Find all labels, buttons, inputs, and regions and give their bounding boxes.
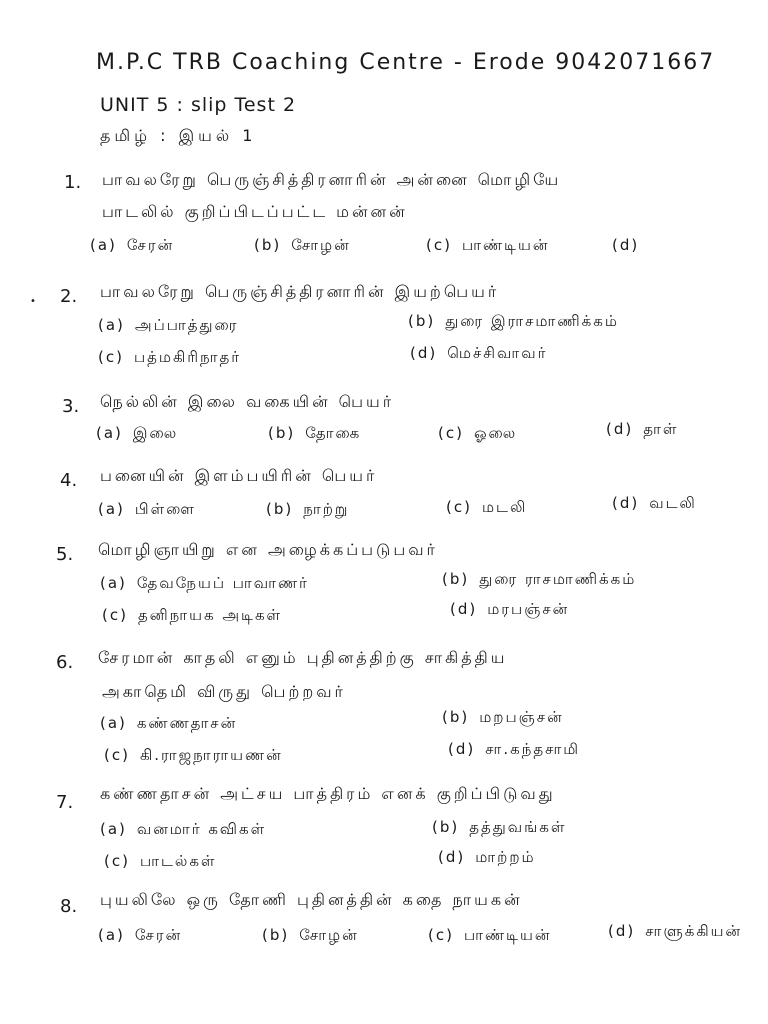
question-text: பனையின் இளம்பயிரின் பெயர் [100, 466, 378, 485]
option-d: (d) [612, 236, 640, 254]
question-text: நெல்லின் இலை வகையின் பெயர் [100, 392, 395, 411]
question-text: பாடலில் குறிப்பிடப்பட்ட மன்னன் [102, 202, 408, 221]
page-title: M.P.C TRB Coaching Centre - Erode 9042071667 [96, 50, 716, 75]
option-a: (a) இலை [96, 424, 179, 442]
option-a: (a) சேரன் [90, 236, 175, 254]
question-number: 4. [60, 470, 78, 491]
question-text: பாவலரேறு பெருஞ்சித்திரனாரின் இயற்பெயர் [100, 282, 500, 301]
question-number: 6. [56, 652, 74, 673]
option-c: (c) தனிநாயக அடிகள் [102, 606, 283, 624]
subject-label: தமிழ் : இயல் 1 [100, 126, 257, 145]
question-number: 1. [64, 172, 82, 193]
question-number: 2. [60, 286, 78, 307]
option-a: (a) தேவநேயப் பாவாணர் [100, 574, 309, 592]
option-b: (b) தத்துவங்கள் [432, 818, 567, 836]
question-number: 7. [56, 792, 74, 813]
option-b: (b) துரை ராசமாணிக்கம் [442, 570, 637, 588]
question-text: கண்ணதாசன் அட்சய பாத்திரம் எனக் குறிப்பிடுவது [100, 784, 556, 803]
option-d: (d) சா.கந்தசாமி [448, 740, 581, 758]
option-c: (c) பத்மகிரிநாதர் [98, 348, 242, 366]
option-a: (a) கண்ணதாசன் [100, 714, 238, 732]
option-c: (c) பாண்டியன் [428, 926, 552, 944]
option-d: (d) மெச்சிவாவர் [410, 344, 548, 362]
question-number: 3. [62, 396, 80, 417]
option-b: (b) மறபஞ்சன் [442, 708, 564, 726]
unit-label: UNIT 5 : slip Test 2 [100, 94, 297, 116]
option-b: (b) துரை இராசமாணிக்கம் [408, 312, 619, 330]
question-text: மொழிஞாயிறு என அழைக்கப்படுபவர் [98, 540, 438, 559]
option-c: (c) மடலி [446, 498, 528, 516]
option-d: (d) சாளுக்கியன் [608, 922, 743, 940]
option-a: (a) சேரன் [98, 926, 183, 944]
option-c: (c) பாடல்கள் [104, 852, 217, 870]
question-number: 5. [56, 544, 74, 565]
question-text: சேரமான் காதலி எனும் புதினத்திற்கு சாகித்திய [98, 648, 508, 667]
option-c: (c) பாண்டியன் [426, 236, 550, 254]
question-text: பாவலரேறு பெருஞ்சித்திரனாரின் அன்னை மொழியே [102, 170, 562, 189]
option-d: (d) மாற்றம் [438, 848, 536, 866]
option-b: (b) தோகை [268, 424, 362, 442]
option-d: (d) தாள் [606, 420, 679, 438]
question-text: அகாதெமி விருது பெற்றவர் [102, 682, 346, 701]
question-text: புயலிலே ஒரு தோணி புதினத்தின் கதை நாயகன் [100, 890, 523, 909]
stray-mark: • [30, 296, 36, 307]
question-number: 8. [60, 896, 78, 917]
option-b: (b) சோழன் [262, 926, 359, 944]
option-c: (c) கி.ராஜநாராயணன் [104, 746, 283, 764]
option-d: (d) மரபஞ்சன் [450, 600, 570, 618]
option-b: (b) சோழன் [254, 236, 351, 254]
option-a: (a) பிள்ளை [98, 500, 196, 518]
option-b: (b) நாற்று [266, 500, 350, 518]
option-d: (d) வடலி [612, 494, 697, 512]
option-a: (a) வனமார் கவிகள் [100, 820, 267, 838]
option-a: (a) அப்பாத்துரை [98, 316, 239, 334]
option-c: (c) ஓலை [438, 424, 518, 442]
